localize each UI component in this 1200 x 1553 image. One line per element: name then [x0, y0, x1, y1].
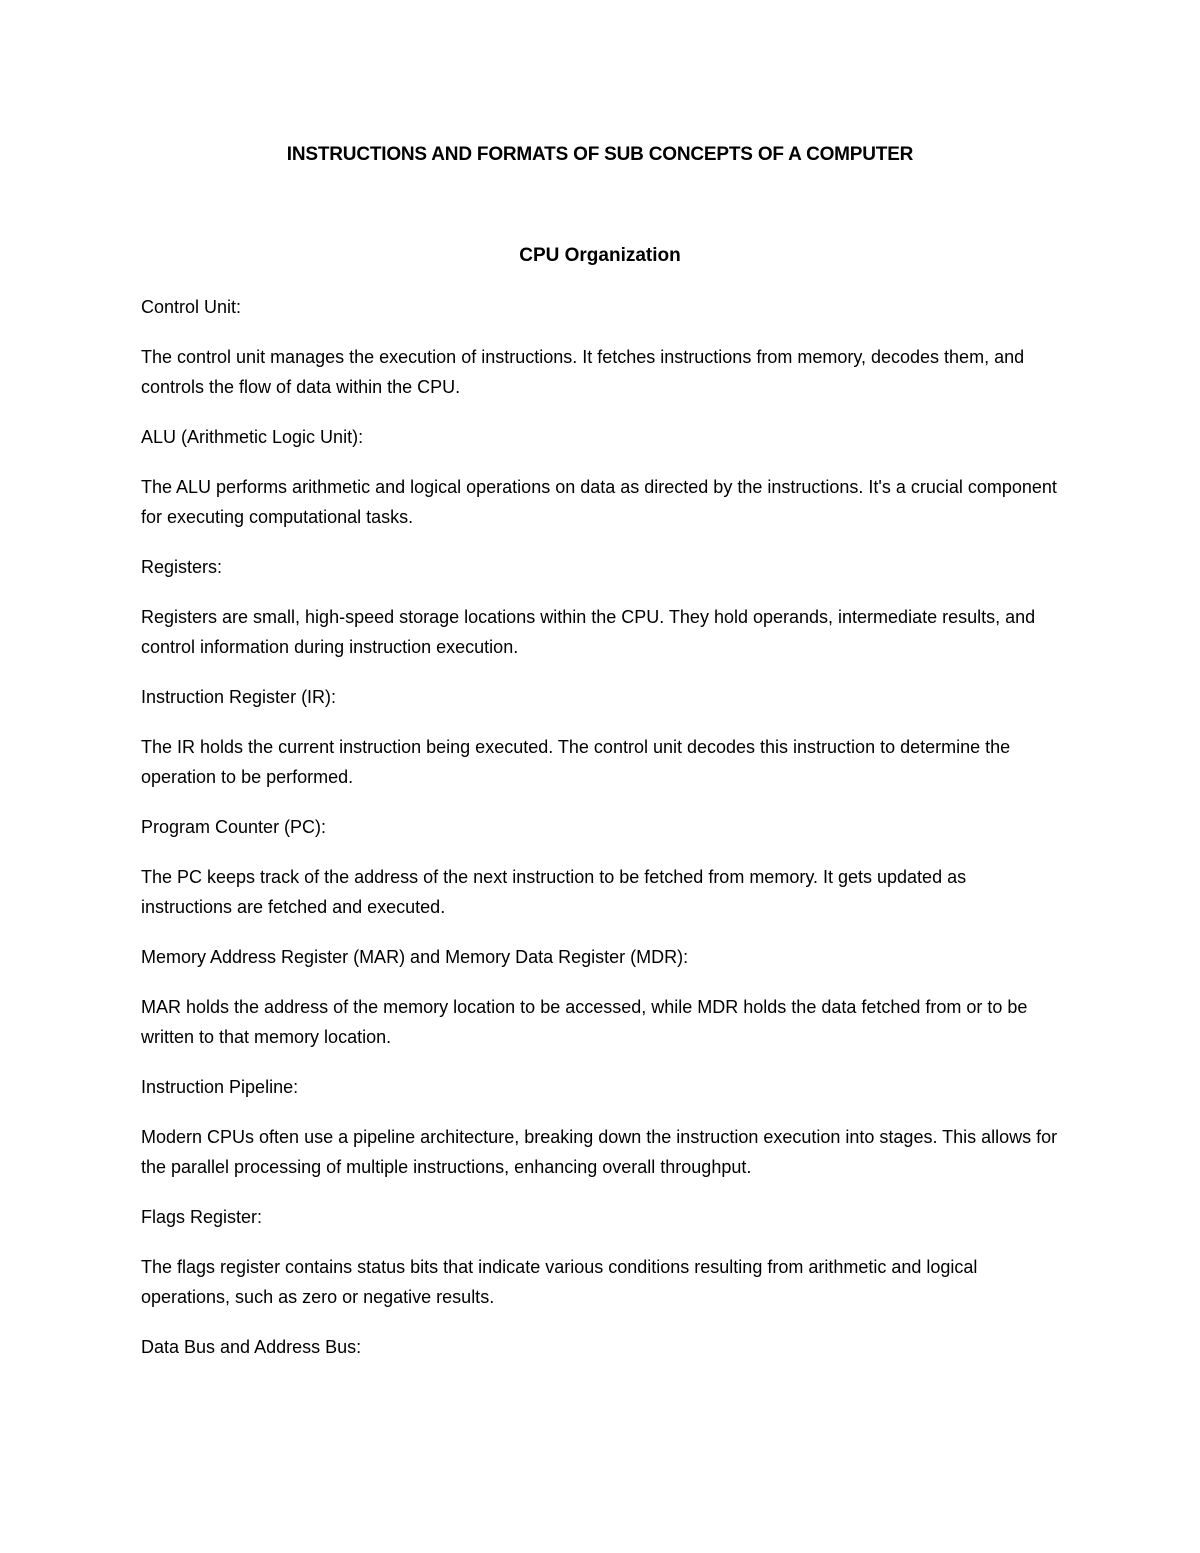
item-text-registers: Registers are small, high-speed storage locations within the CPU. They hold operands, intermediate results, and control information during instruction execution.	[141, 607, 1036, 657]
document-title: INSTRUCTIONS AND FORMATS OF SUB CONCEPTS OF A COMPUTER	[286, 144, 914, 165]
item-heading-mar-mdr: Memory Address Register (MAR) and Memory Data Register (MDR):	[141, 947, 689, 967]
item-heading-flags-register: Flags Register:	[141, 1207, 263, 1227]
item-text-instruction-register: The IR holds the current instruction being executed. The control unit decodes this instruction to determine the operation to be performed.	[141, 737, 1011, 787]
item-heading-control-unit: Control Unit:	[141, 297, 242, 317]
item-text-flags-register: The flags register contains status bits that indicate various conditions resulting from arithmetic and logical operations, such as zero or negative results.	[141, 1257, 978, 1307]
section-title: CPU Organization	[519, 245, 681, 266]
item-heading-program-counter: Program Counter (PC):	[141, 817, 327, 837]
item-heading-instruction-pipeline: Instruction Pipeline:	[141, 1077, 299, 1097]
item-text-alu: The ALU performs arithmetic and logical operations on data as directed by the instructions. It's a crucial component for executing computational tasks.	[141, 477, 1057, 527]
item-text-control-unit: The control unit manages the execution of instructions. It fetches instructions from memory, decodes them, and controls the flow of data within the CPU.	[141, 347, 1025, 397]
item-text-mar-mdr: MAR holds the address of the memory location to be accessed, while MDR holds the data fetched from or to be written to that memory location.	[141, 997, 1028, 1047]
item-heading-data-address-bus: Data Bus and Address Bus:	[141, 1337, 362, 1357]
item-heading-alu: ALU (Arithmetic Logic Unit):	[141, 427, 364, 447]
item-heading-instruction-register: Instruction Register (IR):	[141, 687, 337, 707]
item-heading-registers: Registers:	[141, 557, 223, 577]
document-body	[141, 292, 1061, 1382]
item-text-instruction-pipeline: Modern CPUs often use a pipeline architecture, breaking down the instruction execution into stages. This allows for the parallel processing of multiple instructions, enhancing overall throughput.	[141, 1127, 1058, 1177]
item-text-program-counter: The PC keeps track of the address of the next instruction to be fetched from memory. It gets updated as instructions are fetched and executed.	[141, 867, 967, 917]
